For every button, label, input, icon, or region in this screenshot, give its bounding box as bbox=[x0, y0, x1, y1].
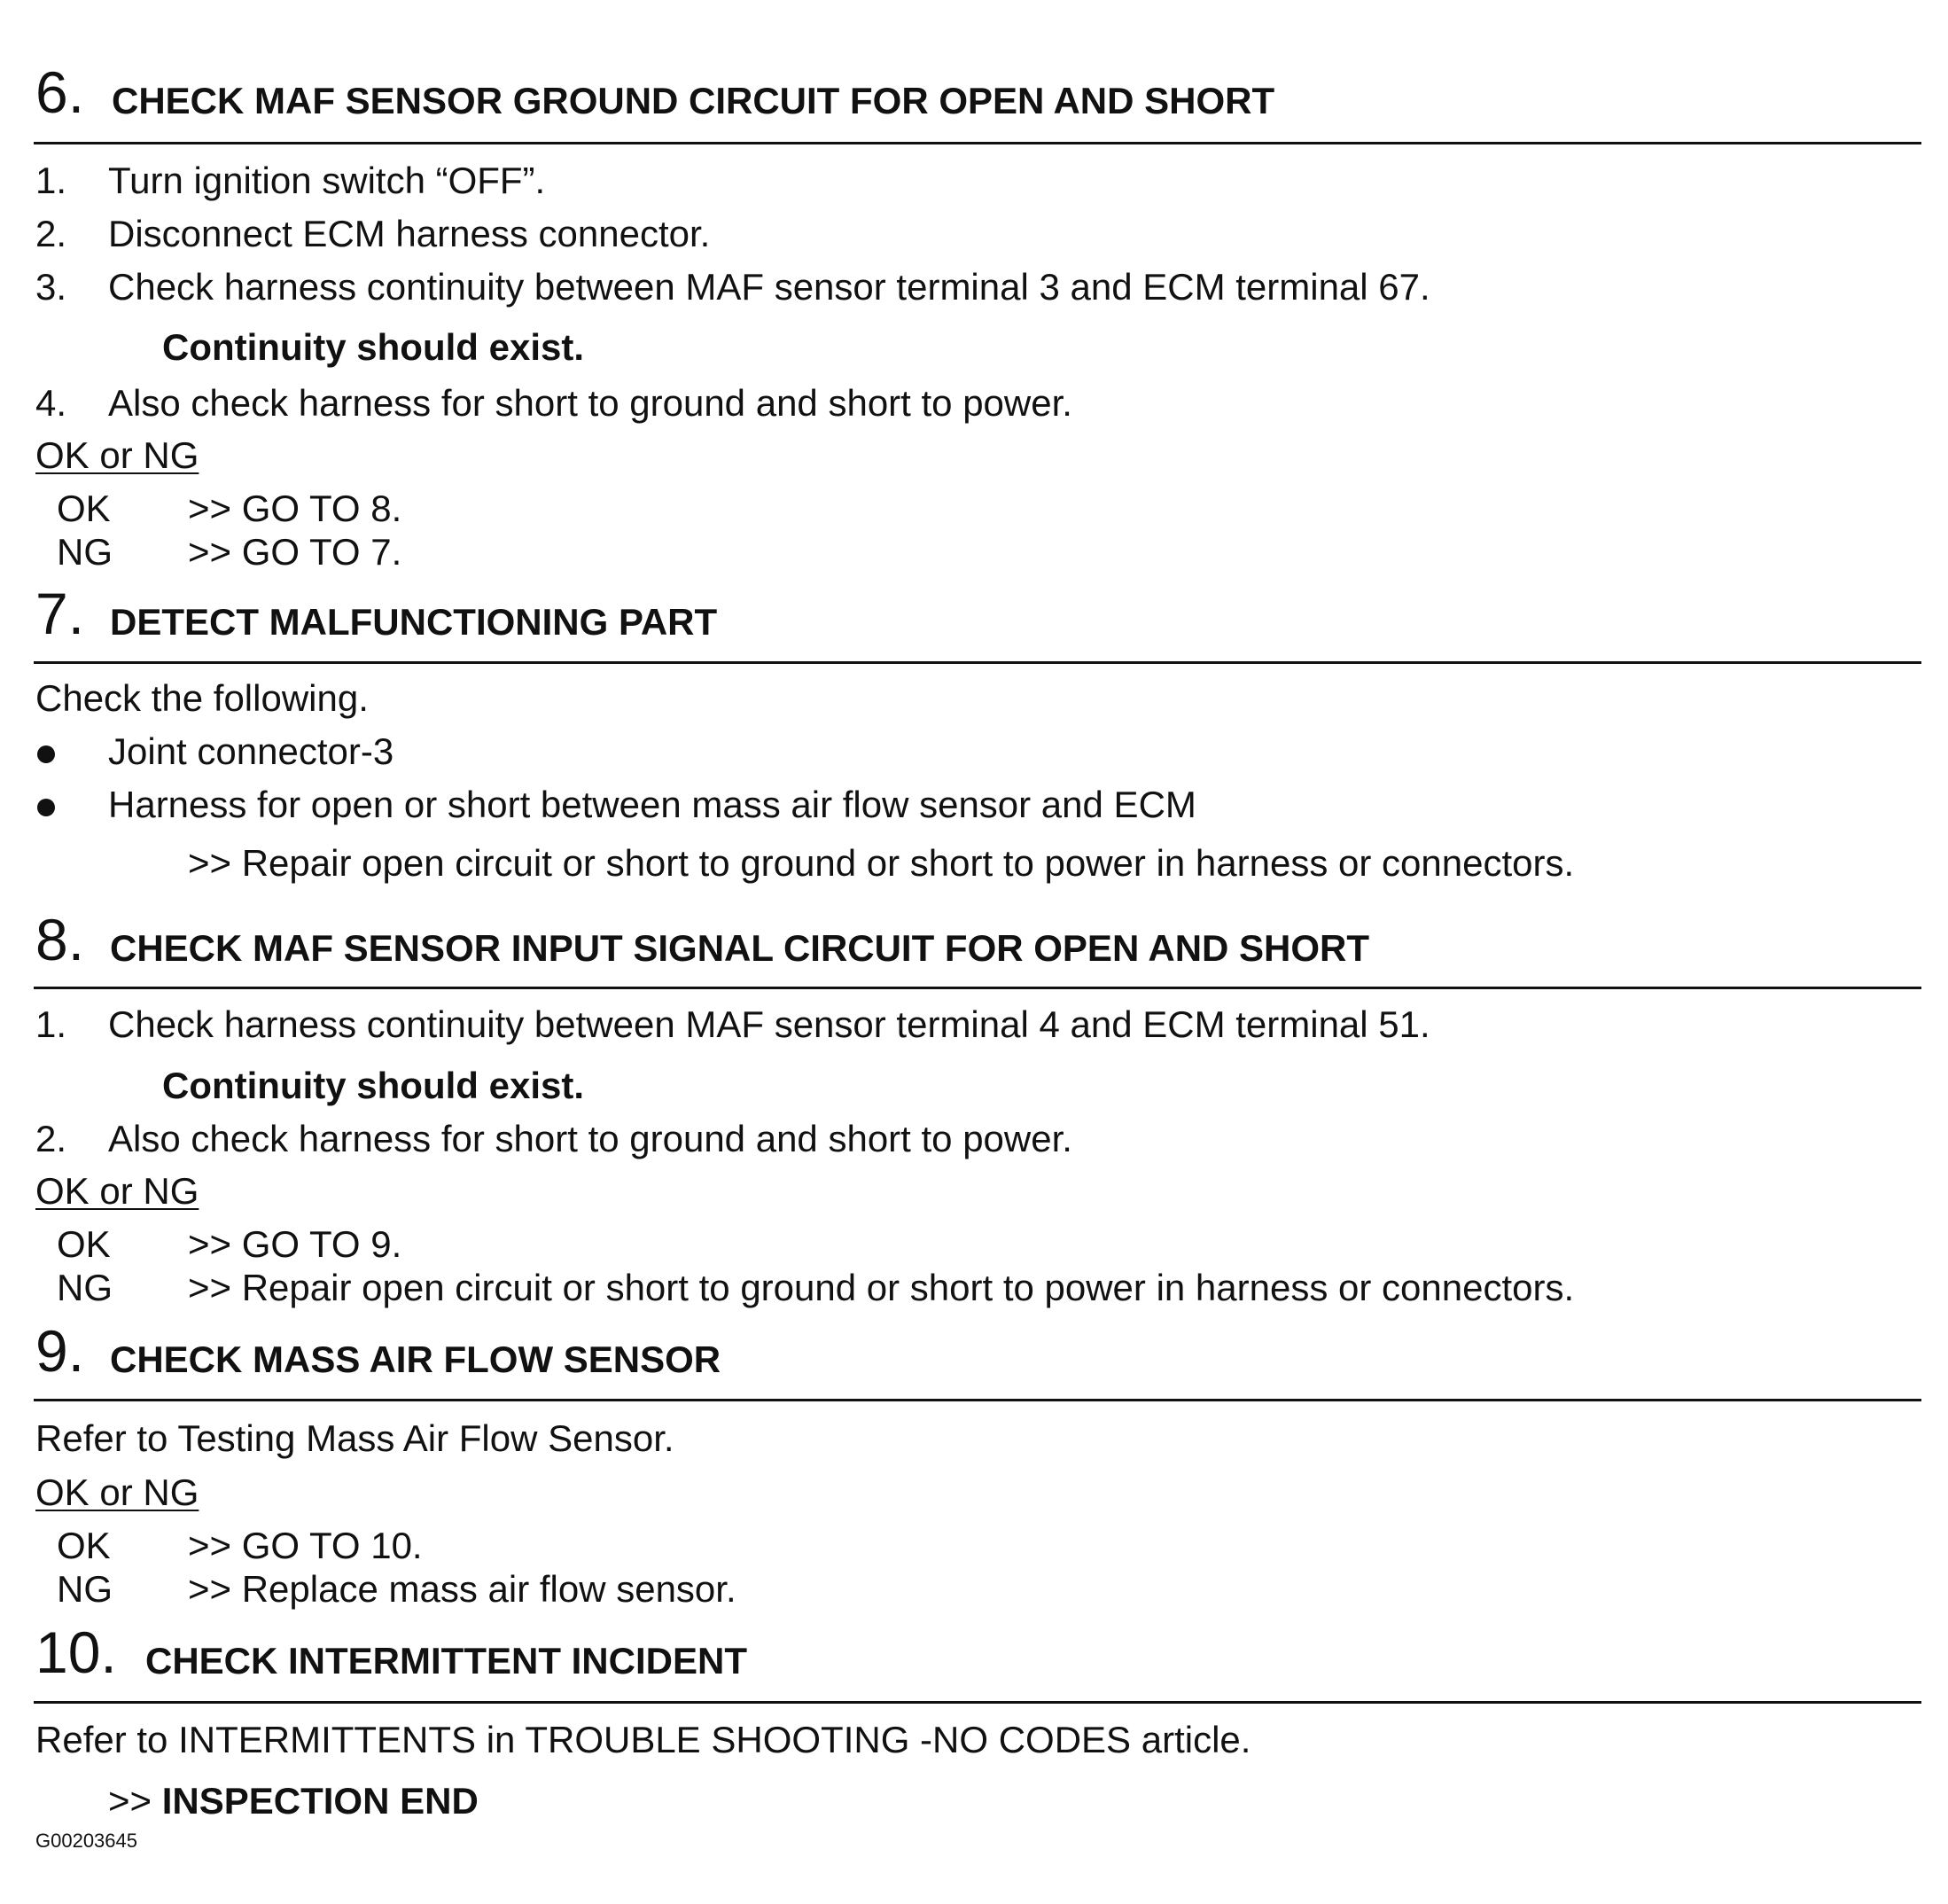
bullet-dot bbox=[37, 745, 55, 763]
continuity-note: Continuity should exist. bbox=[162, 1065, 585, 1106]
section-8-title: CHECK MAF SENSOR INPUT SIGNAL CIRCUIT FOR OPEN AND SHORT bbox=[110, 927, 1370, 969]
bullet-item: Harness for open or short between mass air flow sensor and ECM bbox=[108, 784, 1196, 825]
section-9-rule bbox=[34, 1399, 1921, 1401]
bullet-item: Joint connector-3 bbox=[108, 730, 394, 772]
step-text: Check harness continuity between MAF sensor terminal 4 and ECM terminal 51. bbox=[108, 1003, 1430, 1045]
section-10-title: CHECK INTERMITTENT INCIDENT bbox=[145, 1640, 747, 1682]
section-6-title: CHECK MAF SENSOR GROUND CIRCUIT FOR OPEN AND SHORT bbox=[112, 80, 1275, 121]
step-text: Turn ignition switch “OFF”. bbox=[108, 160, 546, 201]
repair-action: >> Repair open circuit or short to ground or short to power in harness or connectors. bbox=[188, 842, 1575, 884]
section-8-number: 8. bbox=[35, 907, 85, 972]
section-10-number: 10. bbox=[35, 1619, 117, 1685]
section-6-number: 6. bbox=[35, 59, 85, 125]
step-number: 2. bbox=[35, 213, 67, 254]
refer-target: Testing Mass Air Flow Sensor. bbox=[177, 1417, 674, 1459]
result-action: >> GO TO 9. bbox=[188, 1223, 402, 1265]
section-9-title: CHECK MASS AIR FLOW SENSOR bbox=[110, 1338, 721, 1380]
step-number: 3. bbox=[35, 266, 67, 308]
result-code: NG bbox=[57, 1267, 113, 1308]
result-action: >> GO TO 7. bbox=[188, 531, 402, 573]
result-action: >> Replace mass air flow sensor. bbox=[188, 1568, 736, 1610]
step-number: 1. bbox=[35, 1003, 67, 1045]
continuity-note: Continuity should exist. bbox=[162, 326, 585, 368]
section-9-number: 9. bbox=[35, 1318, 85, 1384]
section-10-rule bbox=[34, 1701, 1921, 1704]
step-text: Disconnect ECM harness connector. bbox=[108, 213, 711, 254]
section-8-rule bbox=[34, 987, 1921, 989]
refer-target: INTERMITTENTS in TROUBLE SHOOTING -NO CODES article. bbox=[178, 1719, 1251, 1760]
result-code: NG bbox=[57, 531, 113, 573]
check-following-text: Check the following. bbox=[35, 677, 369, 719]
section-6-rule bbox=[34, 142, 1921, 144]
result-code: OK bbox=[57, 488, 111, 529]
refer-prefix: Refer to bbox=[35, 1417, 168, 1459]
refer-prefix: Refer to bbox=[35, 1719, 168, 1760]
section-7-number: 7. bbox=[35, 581, 85, 646]
step-text: Check harness continuity between MAF sensor terminal 3 and ECM terminal 67. bbox=[108, 266, 1430, 308]
result-code: OK bbox=[57, 1223, 111, 1265]
section-7-title: DETECT MALFUNCTIONING PART bbox=[110, 601, 718, 643]
figure-code: G00203645 bbox=[35, 1830, 137, 1852]
result-code: OK bbox=[57, 1525, 111, 1566]
step-number: 4. bbox=[35, 382, 67, 424]
bullet-dot bbox=[37, 799, 55, 816]
result-action: >> GO TO 10. bbox=[188, 1525, 423, 1566]
step-number: 1. bbox=[35, 160, 67, 201]
refer-line bbox=[35, 1416, 674, 1462]
refer-line bbox=[35, 1717, 1251, 1763]
result-action: >> GO TO 8. bbox=[188, 488, 402, 529]
ok-or-ng-label: OK or NG bbox=[35, 434, 199, 476]
inspection-end-text: INSPECTION END bbox=[161, 1780, 479, 1822]
ok-or-ng-label: OK or NG bbox=[35, 1170, 199, 1212]
result-code: NG bbox=[57, 1568, 113, 1610]
step-text: Also check harness for short to ground and short to power. bbox=[108, 382, 1072, 424]
ok-or-ng-label: OK or NG bbox=[35, 1471, 199, 1513]
result-action: >> Repair open circuit or short to ground or short to power in harness or connectors. bbox=[188, 1267, 1575, 1308]
inspection-end bbox=[108, 1778, 479, 1824]
inspection-end-prefix: >> bbox=[108, 1780, 152, 1822]
section-7-rule bbox=[34, 661, 1921, 664]
step-number: 2. bbox=[35, 1118, 67, 1159]
step-text: Also check harness for short to ground and short to power. bbox=[108, 1118, 1072, 1159]
